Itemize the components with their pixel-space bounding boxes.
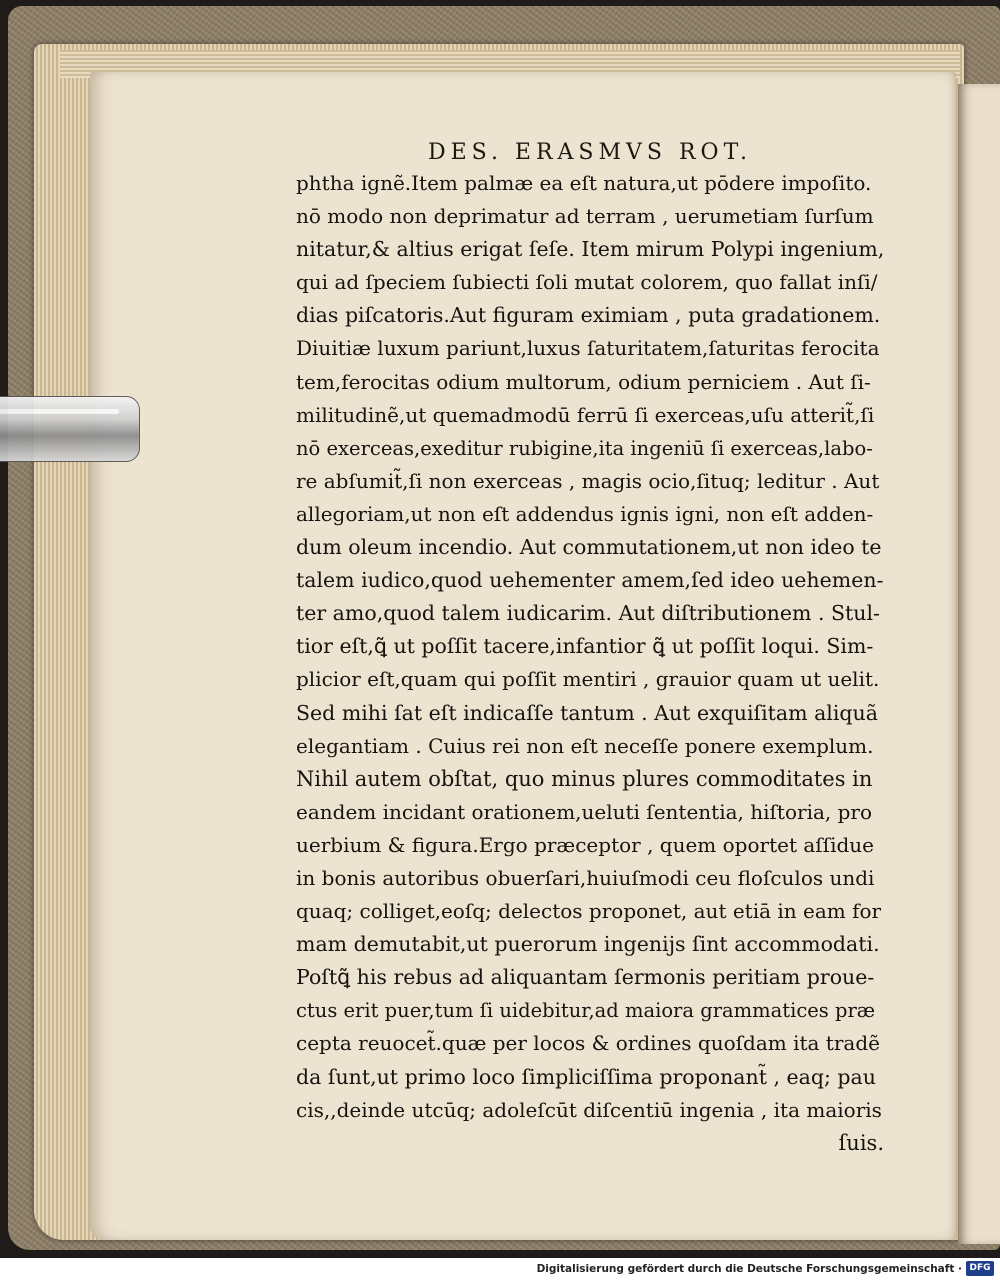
text-line: tior eſt,ꝗ̃ ut poſſit tacere,infantior ꝗ̃ ut poſſit loqui. Sim- — [296, 634, 874, 659]
text-line: nitatur,& altius erigat ſeſe. Item mirum Polypi ingenium, — [296, 237, 884, 262]
text-line: Sed mihi ſat eſt indicaſſe tantum . Aut exquiſitam aliquã — [296, 700, 878, 725]
text-line: dum oleum incendio. Aut commutationem,ut non ideo te — [296, 535, 882, 560]
text-line: mam demutabit,ut puerorum ingenijs ſint accommodati. — [296, 932, 880, 957]
text-line: elegantiam . Cuius rei non eſt neceſſe ponere exemplum. — [296, 733, 874, 758]
text-line: nō exerceas,exeditur rubigine,ita ingeniū ſi exerceas,labo- — [296, 436, 873, 460]
text-line: qui ad ſpeciem ſubiecti ſoli mutat colorem, quo fallat inſi/ — [296, 270, 878, 295]
text-line: quaq; colliget,eoſq; delectos proponet, aut etiā in eam for — [296, 899, 882, 924]
facing-page-edge — [958, 84, 1000, 1244]
text-line: ctus erit puer,tum ſi uidebitur,ad maiora grammatices præ — [296, 999, 876, 1023]
text-line: re abſumit̃,ſi non exerceas , magis ocio,ſituq; leditur . Aut — [296, 468, 880, 493]
text-line: ter amo,quod talem iudicarim. Aut diſtributionem . Stul- — [296, 601, 880, 626]
text-line: in bonis autoribus obuerſari,huiuſmodi ceu floſculos undi — [296, 865, 875, 890]
text-line: phtha ignẽ.Item palmæ ea eſt natura,ut pōdere impoſito. — [296, 171, 872, 195]
text-line: eandem incidant orationem,ueluti ſententia, hiſtoria, pro — [296, 799, 873, 824]
text-line: cis,,deinde utcūq; adoleſcūt diſcentiū ingenia , ita maioris — [296, 1097, 882, 1122]
text-line: Diuitiæ luxum pariunt,luxus ſaturitatem,ſaturitas ferocita — [296, 336, 880, 361]
text-line: dias piſcatoris.Aut figuram eximiam , puta gradationem. — [296, 303, 881, 328]
text-line: nō modo non deprimatur ad terram , uerumetiam ſurſum — [296, 204, 874, 229]
dfg-logo: DFG — [966, 1261, 994, 1276]
funding-credit: Digitalisierung gefördert durch die Deutsche Forschungsgemeinschaft · — [536, 1263, 962, 1275]
footer-bar — [0, 1258, 1000, 1280]
text-line: plicior eſt,quam qui poſſit mentiri , grauior quam ut uelit. — [296, 667, 880, 692]
text-line: militudinẽ,ut quemadmodū ferrū ſi exerceas,uſu atterit̃,ſi — [296, 402, 875, 427]
text-line: da ſunt,ut primo loco ſimpliciſſima proponant̃ , eaq; pau — [296, 1064, 876, 1089]
running-head: DES. ERASMVS ROT. — [427, 140, 753, 165]
text-line: Poſtꝗ̃ his rebus ad aliquantam ſermonis peritiam proue- — [296, 965, 875, 990]
text-line: talem iudico,quod uehementer amem,ſed ideo uehemen- — [296, 568, 884, 593]
text-line: uerbium & figura.Ergo præceptor , quem oportet aſſidue — [296, 832, 874, 857]
text-line: allegoriam,ut non eſt addendus ignis igni, non eſt adden- — [296, 501, 874, 526]
text-line: cepta reuocet̃.quæ per locos & ordines quoſdam ita tradẽ — [296, 1031, 880, 1056]
catchword: ſuis. — [838, 1130, 884, 1155]
text-line: Nihil autem obſtat, quo minus plures commoditates in — [296, 766, 873, 791]
body-text — [296, 167, 884, 1160]
book-clamp — [0, 396, 140, 462]
text-line: tem,ferocitas odium multorum, odium perniciem . Aut ſi- — [296, 369, 871, 394]
